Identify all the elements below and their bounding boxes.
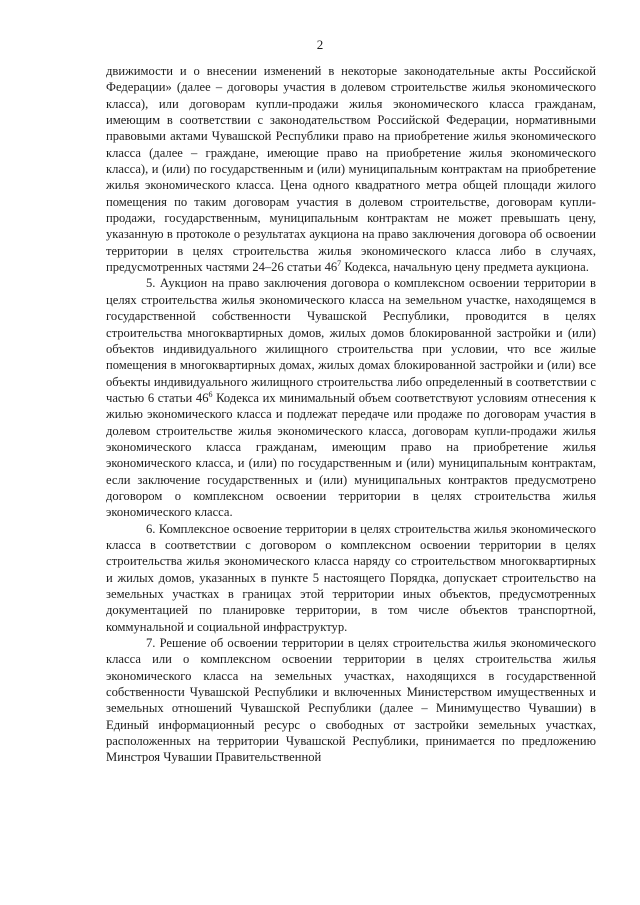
paragraph-text: 5. Аукцион на право заключения договора о комплексном освоении территории в целях строительства жилья экономического класса на земельном участке, находящемся в государственной собственности Чувашской Республики, проводится в целях строительства многоквартирных домов, жилых домов блокированной застройки и (или) объектов индивидуального жилищного строительства при условии, что все жилые помещения в многоквартирных домах, жилых домах блокированной застройки и (или) все объекты индивидуального жилищного строительства либо определенный в соответствии с частью 6 статьи 46 [106,276,596,405]
paragraph-item-5 [106,275,596,520]
document-body [106,63,596,766]
footnote-superscript: 6 [208,389,213,399]
footnote-superscript: 7 [337,258,342,268]
paragraph-text: Кодекса их минимальный объем соответствуют условиям отнесения к жилью экономического класса и подлежат передаче или продаже по договорам участия в долевом строительстве жилья экономического класса, договорам купли-продажи жилья экономического класса гражданам, имеющим право на приобретение жилья экономического класса, и (или) по государственным и (или) муниципальным контрактам, если заключение государственных и (или) муниципальных контрактов предусмотрено договором о комплексном освоении территории в целях строительства жилья экономического класса. [106,390,596,520]
page-number: 2 [316,37,324,52]
paragraph-item-6 [106,521,596,635]
paragraph-text: 6. Комплексное освоение территории в целях строительства жилья экономического класса в соответствии с договором о комплексном освоении территории в целях строительства жилья экономического класса наряду со строительством многоквартирных и жилых домов, указанных в пункте 5 настоящего Порядка, допускает строительство на земельных участках в границах этой территории иных объектов, предусмотренных документацией по планировке территории, в том числе объектов транспортной, коммунальной и социальной инфраструктур. [106,521,596,634]
paragraph-item-7 [106,635,596,766]
paragraph-text: движимости и о внесении изменений в некоторые законодательные акты Российской Федерации» (далее – договоры участия в долевом строительстве жилья экономического класса), или договорам купли-продажи жилья экономического класса гражданам, имеющим в соответствии с законодательством Российской Федерации, нормативными правовыми актами Чувашской Республики право на приобретение жилья экономического класса (далее – граждане, имеющие право на приобретение жилья экономического класса), и (или) по государственным и (или) муниципальным контрактам на приобретение жилья экономического класса. Цена одного квадратного метра общей площади жилого помещения по таким договорам участия в долевом строительстве, договорам купли-продажи, государственным, муниципальным контрактам не может превышать цену, указанную в протоколе о результатах аукциона на право заключения договора об освоении территории в целях строительства жилья экономического класса либо в случаях, предусмотренных частями 24–26 статьи 46 [106,64,596,275]
paragraph-continuation [106,63,596,275]
paragraph-text: 7. Решение об освоении территории в целях строительства жилья экономического класса или о комплексном освоении территории в целях строительства жилья экономического класса на земельных участках, находящихся в государственной собственности Чувашской Республики и включенных Министерством имущественных и земельных отношений Чувашской Республики (далее – Минимущество Чувашии) в Единый информационный ресурс о свободных от застройки земельных участках, расположенных на территории Чувашской Республики, принимается по предложению Минстроя Чувашии Правительственной [106,636,596,765]
paragraph-text: Кодекса, начальную цену предмета аукциона. [341,260,589,275]
